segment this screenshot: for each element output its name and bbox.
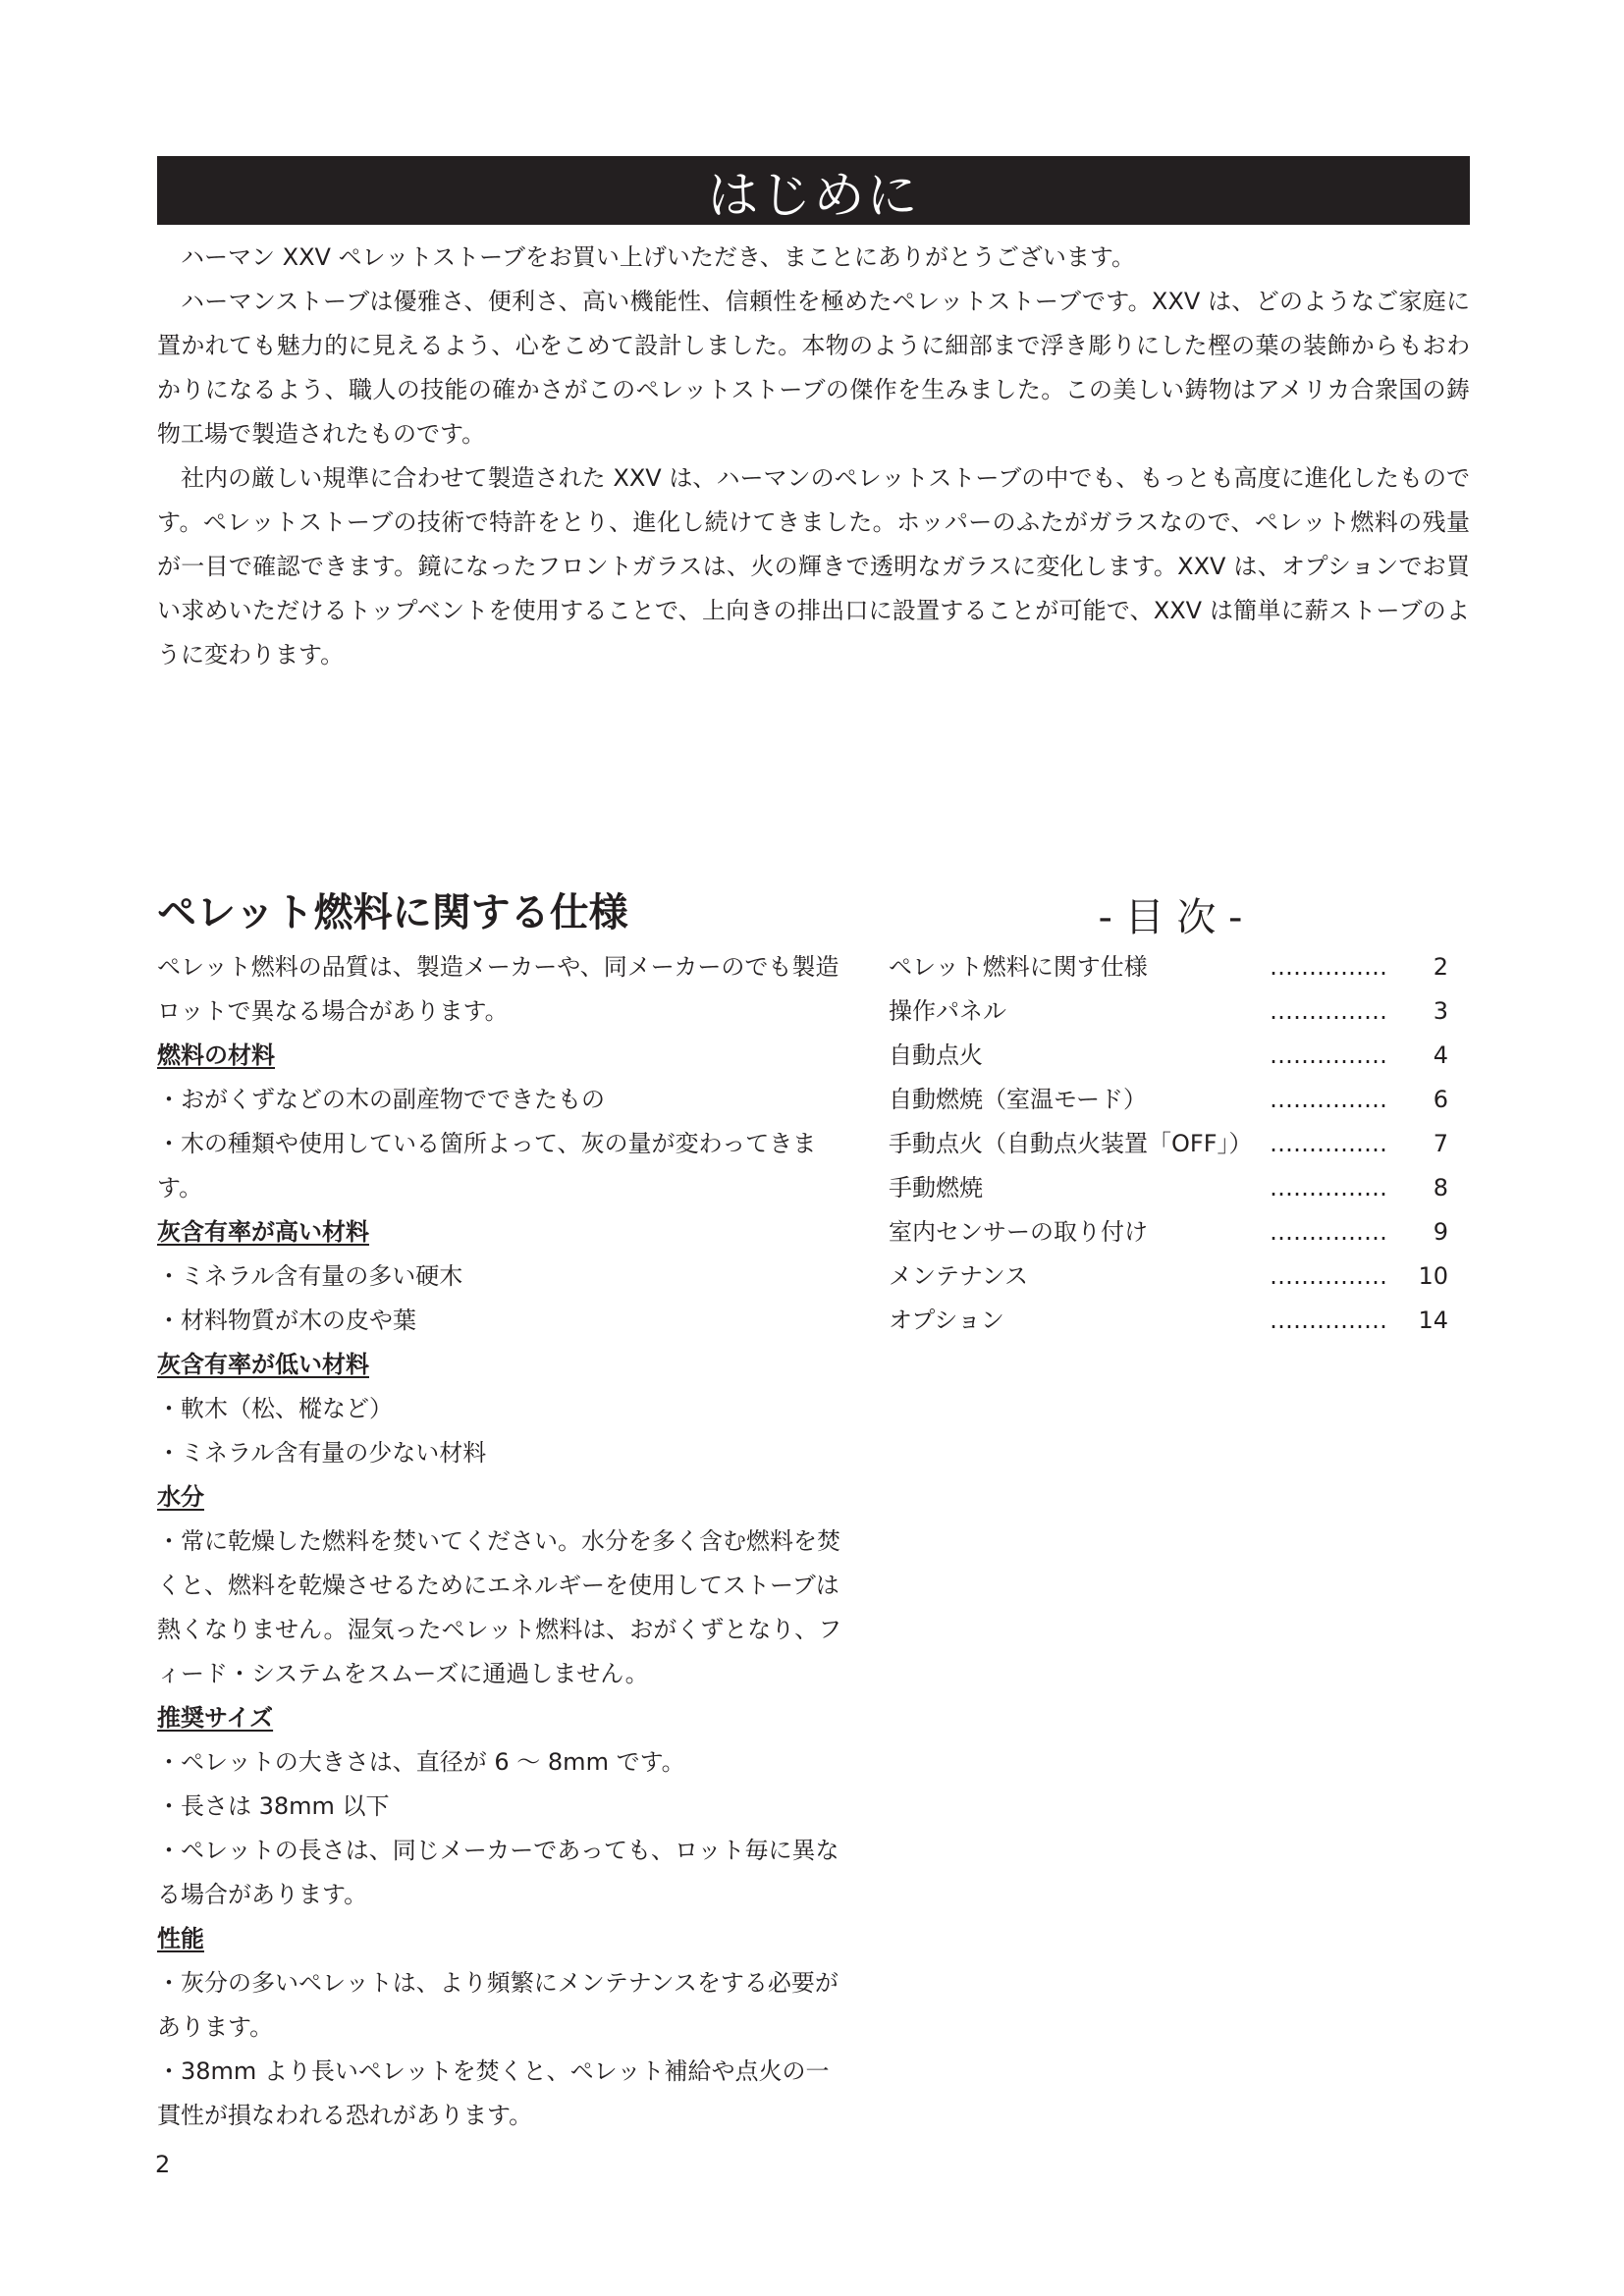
spec-item: ・ミネラル含有量の多い硬木: [157, 1262, 463, 1290]
page-number: 2: [155, 2151, 171, 2178]
intro-paragraph: 社内の厳しい規準に合わせて製造された XXV は、ハーマンのペレットストーブの中でも、もっとも高度に進化したものです。ペレットストーブの技術で特許をとり、進化し続けてきました。ホッパーのふたがガラスなので、ペレット燃料の残量が一目で確認できます。鏡になったフロントガラスは、火の輝きで透明なガラスに変化します。XXV は、オプションでお買い求めいただけるトップベントを使用することで、上向きの排出口に設置することが可能で、XXV は簡単に薪ストーブのように変わります。: [157, 464, 1470, 668]
page-title-banner: [157, 156, 1470, 225]
toc-leader: ……………: [1270, 1174, 1387, 1201]
toc-leader: ……………: [1270, 1086, 1387, 1113]
spec-section: [157, 945, 844, 2138]
spec-title: ペレット燃料に関する仕様: [157, 890, 628, 935]
toc-title: - 目 次 -: [1098, 895, 1243, 940]
toc-leader: ……………: [1270, 1130, 1387, 1157]
toc-entry-page: 2: [1433, 953, 1448, 981]
toc-entry-label: 室内センサーの取り付け: [889, 1218, 1148, 1246]
spec-item: ・灰分の多いペレットは、より頻繁にメンテナンスをする必要があります。: [157, 1969, 839, 2041]
toc-entry-page: 8: [1433, 1174, 1448, 1201]
spec-item: ・ペレットの大きさは、直径が 6 ～ 8mm です。: [157, 1748, 685, 1776]
toc-entry[interactable]: [889, 945, 1448, 989]
toc-entry[interactable]: [889, 1255, 1448, 1299]
spec-heading: 灰含有率が高い材料: [157, 1218, 369, 1246]
toc-entry-page: 6: [1433, 1086, 1448, 1113]
intro-paragraph: ハーマン XXV ペレットストーブをお買い上げいただき、まことにありがとうございます。: [181, 243, 1135, 271]
toc-entry-page: 4: [1433, 1041, 1448, 1069]
toc-entry-page: 14: [1418, 1307, 1448, 1334]
toc-entry-page: 9: [1433, 1218, 1448, 1246]
toc-entry-label: ペレット燃料に関す仕様: [889, 953, 1148, 981]
spec-intro: ペレット燃料の品質は、製造メーカーや、同メーカーのでも製造ロットで異なる場合があります。: [157, 953, 839, 1025]
toc-entry[interactable]: [889, 1034, 1448, 1078]
spec-heading: 水分: [157, 1483, 204, 1511]
toc-entry[interactable]: [889, 989, 1448, 1034]
toc-entry[interactable]: [889, 1166, 1448, 1210]
spec-item: ・ミネラル含有量の少ない材料: [157, 1439, 487, 1467]
spec-item: ・おがくずなどの木の副産物でできたもの: [157, 1086, 605, 1113]
intro-paragraph: ハーマンストーブは優雅さ、便利さ、高い機能性、信頼性を極めたペレットストーブです。XXV は、どのようなご家庭に置かれても魅力的に見えるよう、心をこめて設計しました。本物のように細部まで浮き彫りにした樫の葉の装飾からもおわかりになるよう、職人の技能の確かさがこのペレットストーブの傑作を生みました。この美しい鋳物はアメリカ合衆国の鋳物工場で製造されたものです。: [157, 288, 1470, 448]
spec-item: ・軟木（松、樅など）: [157, 1395, 393, 1422]
spec-heading: 性能: [157, 1925, 204, 1952]
spec-item: ・長さは 38mm 以下: [157, 1792, 390, 1820]
page-title: はじめに: [707, 166, 920, 226]
toc-leader: ……………: [1270, 1262, 1387, 1290]
spec-item: ・ペレットの長さは、同じメーカーであっても、ロット毎に異なる場合があります。: [157, 1837, 839, 1908]
toc-entry-label: 自動点火: [889, 1041, 983, 1069]
toc-entry-label: オプション: [889, 1307, 1004, 1334]
toc-leader: ……………: [1270, 953, 1387, 981]
toc-entry[interactable]: [889, 1210, 1448, 1255]
toc-entry[interactable]: [889, 1078, 1448, 1122]
toc-leader: ……………: [1270, 1307, 1387, 1334]
intro-text: [157, 236, 1470, 677]
toc-leader: ……………: [1270, 1218, 1387, 1246]
table-of-contents: [889, 945, 1448, 1343]
toc-entry[interactable]: [889, 1299, 1448, 1343]
toc-entry-page: 10: [1418, 1262, 1448, 1290]
toc-entry-page: 7: [1433, 1130, 1448, 1157]
toc-entry[interactable]: [889, 1122, 1448, 1166]
spec-item: ・材料物質が木の皮や葉: [157, 1307, 416, 1334]
spec-heading: 推奨サイズ: [157, 1704, 274, 1732]
spec-item: ・木の種類や使用している箇所よって、灰の量が変わってきます。: [157, 1130, 817, 1201]
toc-entry-label: 操作パネル: [889, 997, 1006, 1025]
toc-leader: ……………: [1270, 997, 1387, 1025]
toc-entry-label: 手動点火（自動点火装置「OFF」）: [889, 1130, 1253, 1157]
spec-item: ・38mm より長いペレットを焚くと、ペレット補給や点火の一貫性が損なわれる恐れがあります。: [157, 2057, 830, 2129]
toc-entry-label: 手動燃焼: [889, 1174, 983, 1201]
spec-heading: 燃料の材料: [157, 1041, 275, 1069]
toc-entry-page: 3: [1433, 997, 1448, 1025]
toc-entry-label: メンテナンス: [889, 1262, 1029, 1290]
spec-heading: 灰含有率が低い材料: [157, 1351, 369, 1378]
toc-entry-label: 自動燃焼（室温モード）: [889, 1086, 1148, 1113]
toc-leader: ……………: [1270, 1041, 1387, 1069]
spec-item: ・常に乾燥した燃料を焚いてください。水分を多く含む燃料を焚くと、燃料を乾燥させるためにエネルギーを使用してストーブは熱くなりません。湿気ったペレット燃料は、おがくずとなり、フィード・システムをスムーズに通過しません。: [157, 1527, 842, 1687]
